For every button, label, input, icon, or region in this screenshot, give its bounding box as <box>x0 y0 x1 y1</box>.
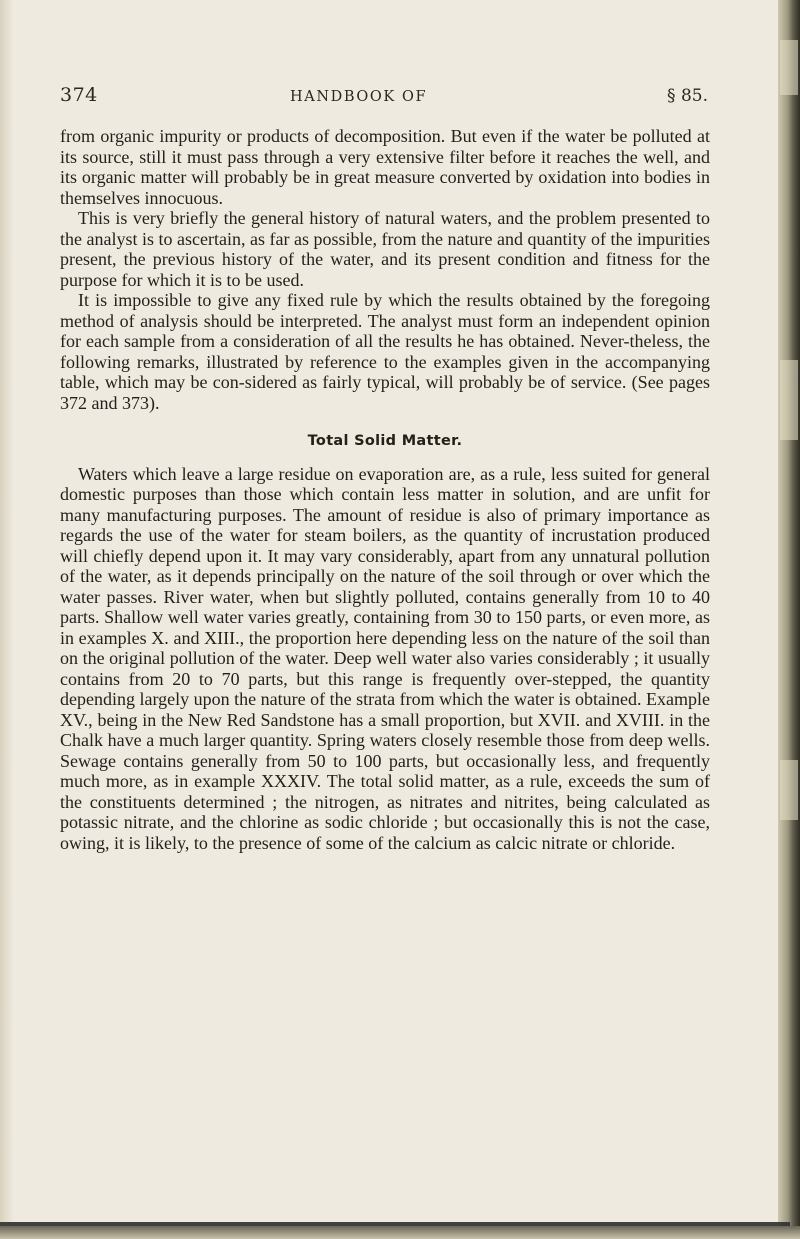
section-heading: Total Solid Matter. <box>307 433 463 449</box>
paragraph-history: This is very briefly the general history of natural waters, and the problem presented to the analyst is to ascertain, as far as possible, from the nature and quantity of the impurities present, the previous history of the water, and its present condition and fitness for the purpose for which it is to be used. <box>60 208 710 290</box>
page-body <box>60 126 710 853</box>
paragraph-continued: from organic impurity or products of decomposition. But even if the water be polluted at its source, still it must pass through a very extensive filter before it reaches the well, and its organic matter will probably be in great measure converted by oxidation into bodies in themselves innocuous. <box>60 126 710 208</box>
edge-highlight <box>780 760 798 820</box>
page-header <box>60 84 708 112</box>
page-number: 374 <box>60 84 98 106</box>
book-edge-shadow <box>778 0 800 1239</box>
page-bottom-shadow <box>0 1226 800 1239</box>
paragraph-total-solid-matter: Waters which leave a large residue on evaporation are, as a rule, less suited for general domestic purposes than those which contain less matter in solution, and are unfit for many manufacturing purposes. The amount of residue is also of primary importance as regards the use of the water for steam boilers, as the quantity of incrustation produced will chiefly depend upon it. It may vary considerably, apart from any unnatural pollution of the water, as it depends principally on the nature of the soil through or over which the water passes. River water, when but slightly polluted, contains generally from 10 to 40 parts. Shallow well water varies greatly, containing from 30 to 150 parts, or even more, as in examples X. and XIII., the proportion here depending less on the nature of the soil than on the original pollution of the water. Deep well water also varies considerably ; it usually contains from 20 to 70 parts, but this range is frequently over-stepped, the quantity depending largely upon the nature of the strata from which the water is obtained. Example XV., being in the New Red Sandstone has a small proportion, but XVII. and XVIII. in the Chalk have a much larger quantity. Spring waters closely resemble those from deep wells. Sewage contains generally from 50 to 100 parts, but occasionally less, and frequently much more, as in example XXXIV. The total solid matter, as a rule, exceeds the sum of the constituents determined ; the nitrogen, as nitrates and nitrites, being calculated as potassic nitrate, and the chlorine as sodic chloride ; but occasionally this is not the case, owing, it is likely, to the presence of some of the calcium as calcic nitrate or chloride. <box>60 463 710 853</box>
section-reference: § 85. <box>667 86 708 106</box>
edge-highlight <box>780 40 798 95</box>
paragraph-interpretation: It is impossible to give any fixed rule by which the results obtained by the foregoing method of analysis should be interpreted. The analyst must form an independent opinion for each sample from a consideration of all the results he has obtained. Never-theless, the following remarks, illustrated by reference to the examples given in the accompanying table, which may be con-sidered as fairly typical, will probably be of service. (See pages 372 and 373). <box>60 290 710 413</box>
edge-highlight <box>780 360 798 440</box>
running-head: HANDBOOK OF <box>290 89 428 105</box>
page-gutter-shadow <box>0 0 14 1239</box>
